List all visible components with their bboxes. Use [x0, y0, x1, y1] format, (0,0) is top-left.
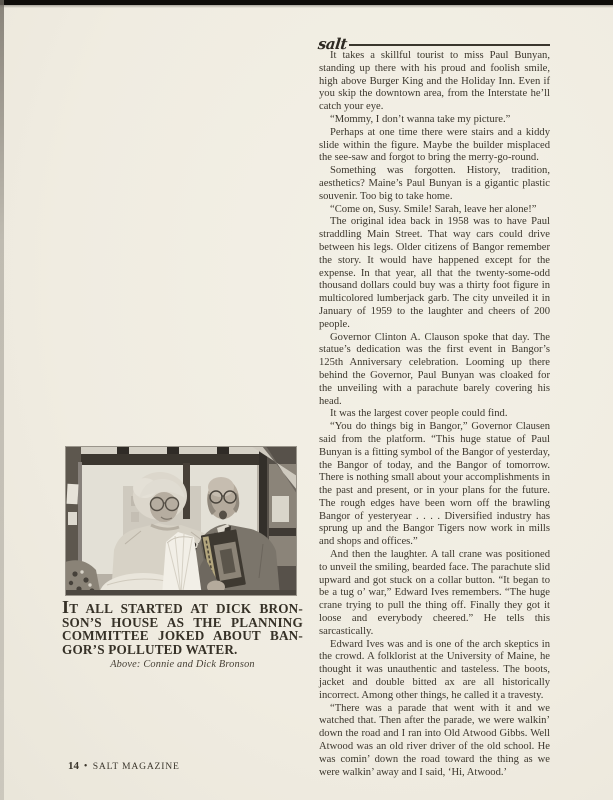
- article-paragraph: Perhaps at one time there were stairs and a kiddy slide within the figure. Maybe the builder misplaced the see-saw and forgot to bring the merry-go-round.: [319, 126, 550, 164]
- caption-line: COMMITTEE JOKED ABOUT BAN-: [62, 628, 303, 644]
- magazine-title: SALT MAGAZINE: [92, 761, 180, 772]
- article-paragraph: Something was forgotten. History, tradition, aesthetics? Maine’s Paul Bunyan is a gigantic plastic souvenir. Too big to take home.: [319, 165, 550, 202]
- footer-bullet: •: [83, 761, 88, 772]
- article-column: [319, 50, 550, 779]
- article-paragraph: It takes a skillful tourist to miss Paul Bunyan, standing up there with his proud and foolish smile, high above Burger King and the Holiday Inn. Even if you skip the downtown area, from the Interstate he’ll catch your eye.: [319, 50, 550, 113]
- photo-connie-and-dick-bronson: [65, 446, 297, 596]
- caption-credit: Above: Connie and Dick Bronson: [110, 659, 255, 671]
- scan-top-edge: [0, 0, 613, 8]
- article-paragraph: Edward Ives was and is one of the arch skeptics in the crowd. A folklorist at the University of Maine, he thought it was unauthentic and tasteless. The boots, jacket and double bitted ax are all historically incorrect. Among other things, he called it a travesty.: [319, 638, 550, 701]
- scan-left-edge: [0, 0, 4, 800]
- page-footer: [68, 760, 180, 772]
- article-paragraph: “Come on, Susy. Smile! Sarah, leave her alone!”: [330, 203, 537, 215]
- article-paragraph: Governor Clinton A. Clauson spoke that day. The statue’s dedication was the first event in Bangor’s 125th Anniversary celebration. Looming up there behind the Governor, Paul Bunyan was cloaked for the unveiling with a parachute barely covering his head.: [319, 331, 550, 407]
- photo-caption: [62, 597, 303, 672]
- masthead-rule: [349, 44, 550, 46]
- article-paragraph: The original idea back in 1958 was to have Paul straddling Main Street. That way cars could drive between his legs. Older citizens of Bangor remember the story. It would have happened except for the expense. In that year, all that the twenty-some-odd thousand dollars could buy was a thirty foot figure in multicolored lumberjack garb. The city unveiled it in January of 1959 to the laughter and cheers of 200 people.: [319, 216, 550, 330]
- caption-line: IT ALL STARTED AT DICK BRON-: [62, 597, 303, 617]
- photo-image: [65, 446, 297, 596]
- caption-line: GOR’S POLLUTED WATER.: [62, 641, 238, 657]
- article-paragraph: “There was a parade that went with it and we watched that. Then after the parade, we were walkin’ down the road and I ran into Old Atwood Gibbs. Well Atwood was an old river driver of the old school. He was comin’ down the road toward the thing as we were walkin’ away and I said, ‘Hi, Atwood.’: [319, 702, 550, 778]
- page-number: 14: [68, 760, 79, 772]
- article-paragraph: “You do things big in Bangor,” Governor Clausen said from the platform. “This huge statue of Paul Bunyan is a fitting symbol of the Bangor of yesterday, the Bangor of today, and the Bangor of tomorrow. There is nothing small about your accomplishments in the past and present, or in your plans for the future. The rough edges have been worn off the brawling Bangor of yesteryear . . . . Diversified industry has sprung up and the Bangor Tigers now work in mills and shops and offices.”: [319, 421, 550, 548]
- salt-logo: salt: [317, 35, 348, 53]
- caption-line: SON’S HOUSE AS THE PLANNING: [62, 614, 303, 630]
- article-paragraph: It was the largest cover people could find.: [330, 408, 508, 420]
- article-paragraph: “Mommy, I don’t wanna take my picture.”: [330, 113, 511, 125]
- article-paragraph: And then the laughter. A tall crane was positioned to unveil the smiling, bearded face. The parachute slid upward and got stuck on a collar button. “It began to be a tug o’ war,” Edward Ives remembers. “The huge crane trying to pull the thing off. Finally they got it loose and everybody cheered.” He tells this sarcastically.: [319, 549, 550, 637]
